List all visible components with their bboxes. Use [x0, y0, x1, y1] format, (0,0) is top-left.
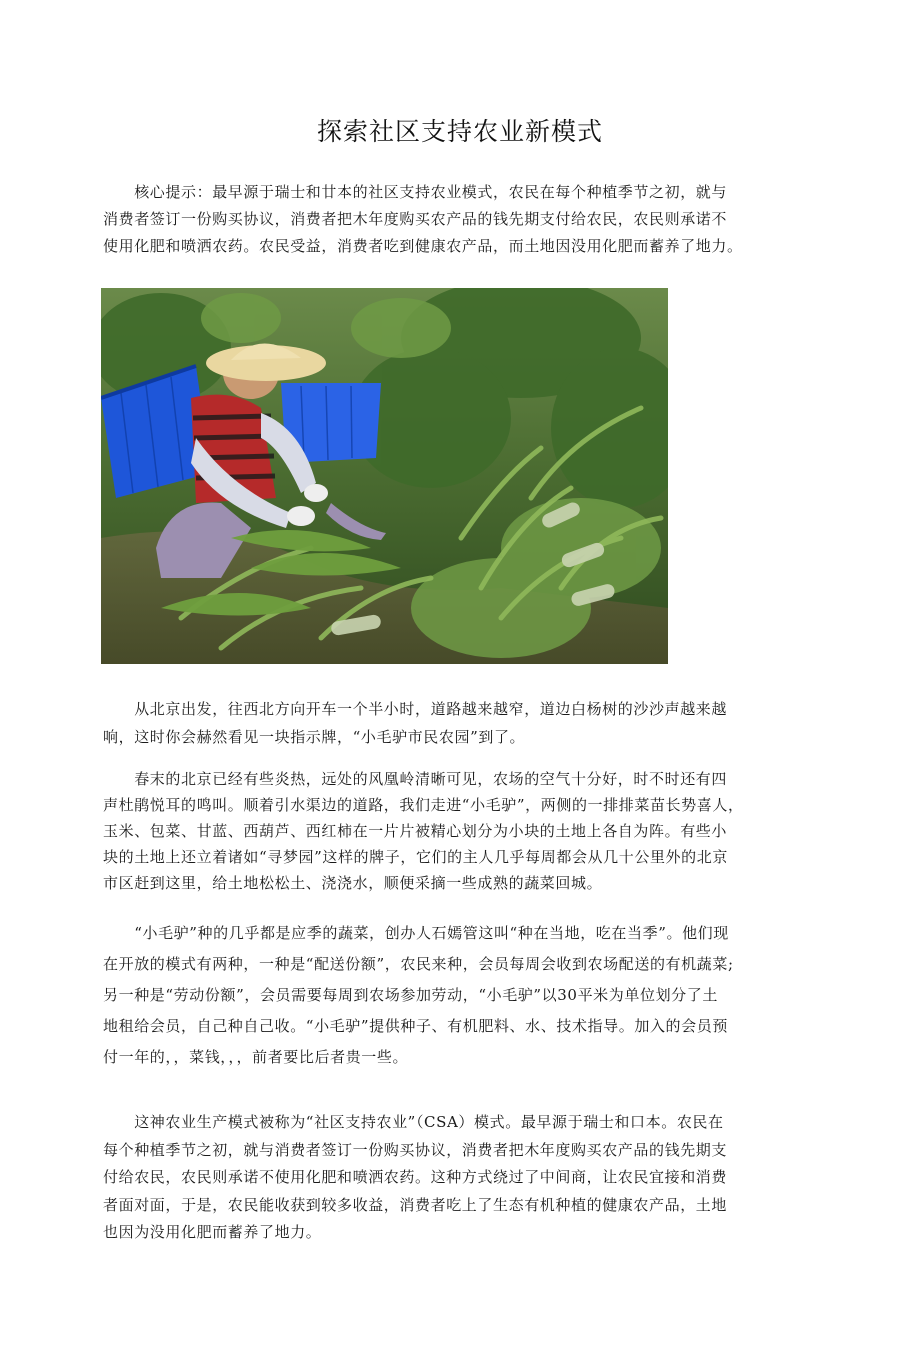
paragraph-line: 市区赶到这里，给土地松松土、浇浇水，顺便采摘一些成熟的蔬菜回城。 — [103, 874, 603, 892]
body-paragraph — [103, 695, 793, 751]
paragraph-line: 付一年的，，菜钱，，，前者要比后者贵一些。 — [103, 1048, 409, 1066]
paragraph-line: 响，这时你会赫然看见一块指示牌，“小毛驴市民农园”到了。 — [103, 728, 526, 746]
paragraph-line: 玉米、包菜、甘蓝、西葫芦、西红柿在一片片被精心划分为小块的土地上各自为阵。有些小 — [103, 822, 728, 840]
paragraph-line: 春末的北京已经有些炎热，远处的风凰岭清晰可见，农场的空气十分好，时不时还有四 — [103, 770, 728, 788]
paragraph-line: “小毛驴”种的几乎都是应季的蔬菜，创办人石嫣管这叫“种在当地，吃在当季”。他们现 — [103, 924, 729, 942]
farmer-harvesting-photo — [101, 288, 668, 664]
paragraph-line: 从北京出发，往西北方向开车一个半小时，道路越来越窄，道边白杨树的沙沙声越来越 — [103, 700, 728, 718]
paragraph-line: 地租给会员，自己种自己收。“小毛驴”提供种子、有机肥料、水、技术指导。加入的会员预 — [103, 1017, 728, 1035]
summary-line: 使用化肥和喷洒农药。农民受益，消费者吃到健康农产品，而土地因没用化肥而蓄养了地力。 — [103, 237, 743, 255]
paragraph-line: 这神农业生产模式被称为“社区支持农业”（CSA）模式。最早源于瑞士和口本。农民在 — [103, 1113, 724, 1131]
summary-line: 消费者签订一份购买协议，消费者把木年度购买农产品的钱先期支付给农民，农民则承诺不 — [103, 210, 728, 228]
photo-illustration — [101, 288, 668, 664]
paragraph-line: 在开放的模式有两种，一种是“配送份额”，农民来种，会员每周会收到农场配送的有机蔬菜; — [103, 955, 734, 973]
body-paragraph — [103, 766, 793, 896]
body-paragraph — [103, 1109, 793, 1247]
paragraph-line: 也因为没用化肥而蓄养了地力。 — [103, 1223, 322, 1241]
paragraph-line: 每个种植季节之初，就与消费者签订一份购买协议，消费者把木年度购买农产品的钱先期支 — [103, 1140, 728, 1159]
body-paragraph — [103, 918, 793, 1073]
paragraph-line: 声杜鹃悦耳的鸣叫。顺着引水渠边的道路，我们走进“小毛驴”，两侧的一排排菜苗长势喜人， — [103, 796, 744, 814]
paragraph-line: 付给农民，农民则承诺不使用化肥和喷洒农药。这种方式绕过了中间商，让农民宜接和消费 — [103, 1168, 728, 1186]
page-title: 探索社区支持农业新模式 — [316, 117, 603, 146]
summary-paragraph — [103, 179, 793, 260]
paragraph-line: 块的土地上还立着诸如“寻梦园”这样的牌子，它们的主人几乎每周都会从几十公里外的北京 — [103, 848, 728, 866]
paragraph-line: 者面对面，于是，农民能收获到较多收益，消费者吃上了生态有机种植的健康农产品，土地 — [103, 1195, 728, 1214]
paragraph-line: 另一种是“劳动份额”，会员需要每周到农场参加劳动，“小毛驴”以30平米为单位划分了土 — [103, 986, 718, 1004]
summary-line: 核心提示：最早源于瑞士和廿本的社区支持农业模式，农民在每个种植季节之初，就与 — [103, 183, 728, 201]
